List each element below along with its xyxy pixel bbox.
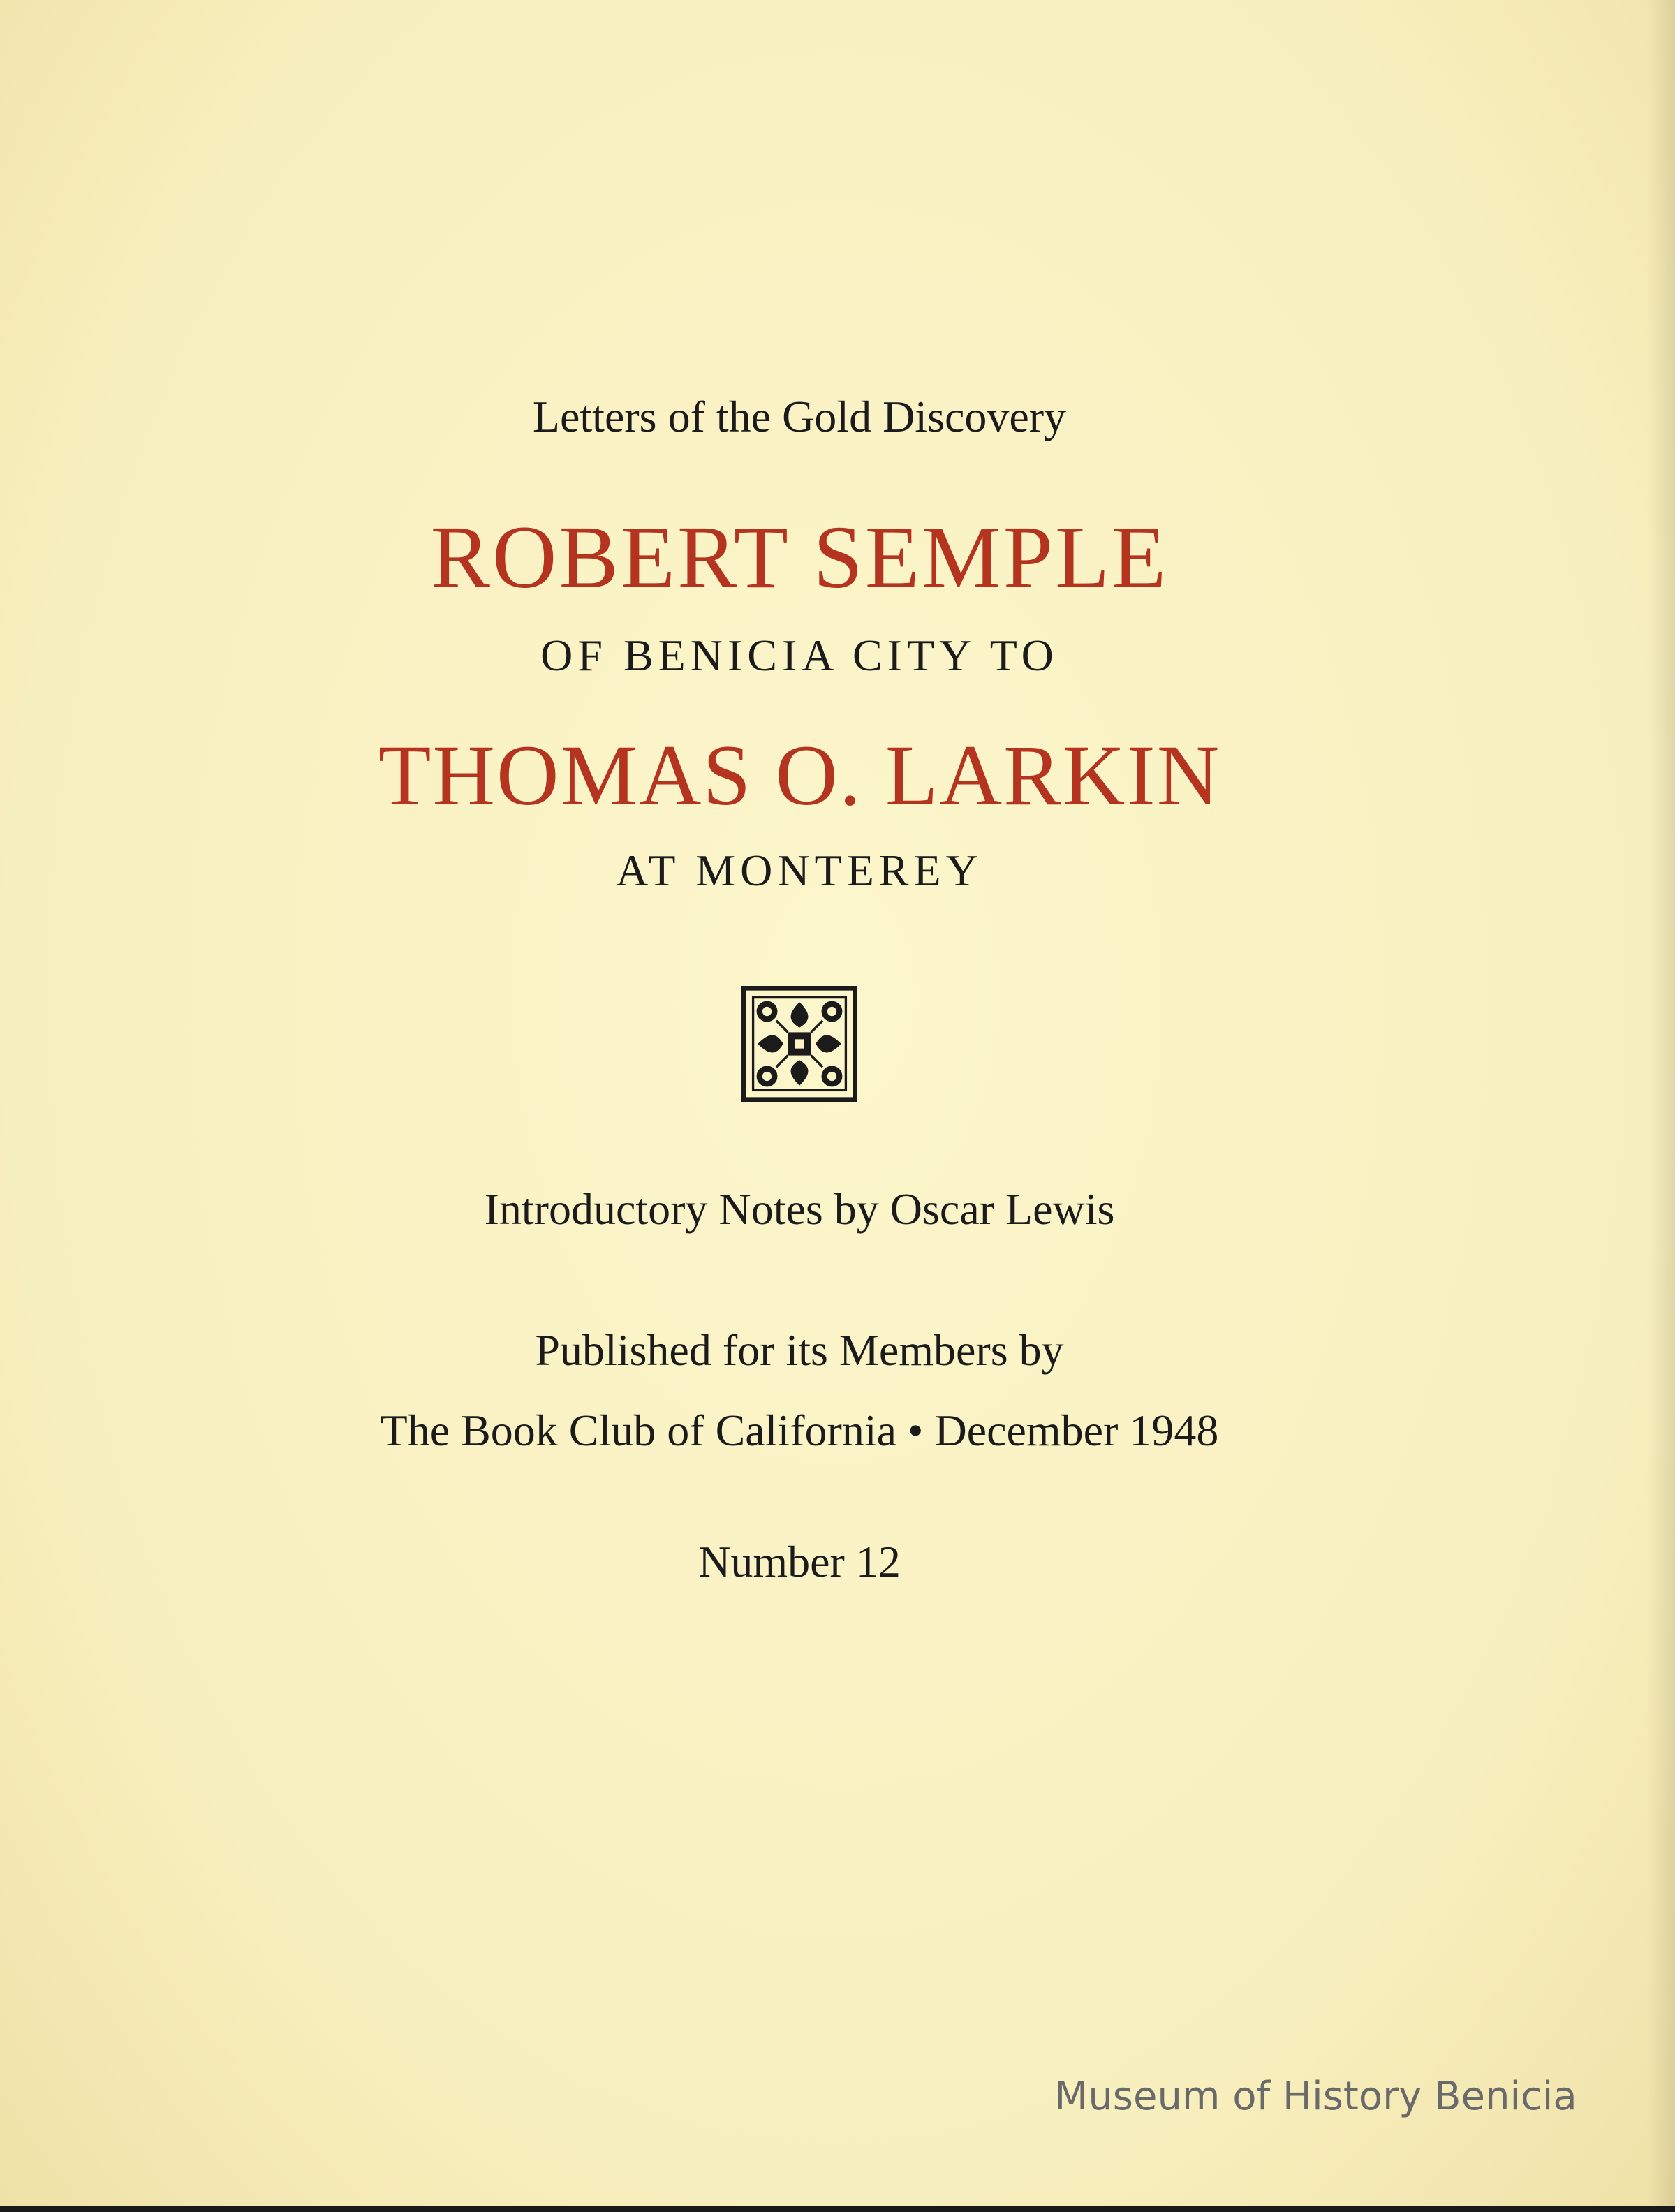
author-location: OF BENICIA CITY TO bbox=[540, 631, 1058, 680]
introductory-notes: Introductory Notes by Oscar Lewis bbox=[484, 1184, 1115, 1234]
author-name: ROBERT SEMPLE bbox=[430, 508, 1169, 607]
ornamental-fleuron-icon bbox=[741, 986, 857, 1102]
series-title: Letters of the Gold Discovery bbox=[532, 392, 1067, 441]
page-edge-shadow bbox=[1647, 0, 1675, 2212]
publisher-line: The Book Club of California • December 1948 bbox=[380, 1406, 1219, 1455]
published-for: Published for its Members by bbox=[535, 1325, 1064, 1375]
museum-watermark: Museum of History Benicia bbox=[1054, 2074, 1577, 2119]
page-bottom-edge bbox=[0, 2206, 1675, 2212]
issue-number: Number 12 bbox=[698, 1537, 901, 1586]
recipient-name: THOMAS O. LARKIN bbox=[378, 728, 1221, 823]
recipient-location: AT MONTEREY bbox=[616, 846, 983, 895]
